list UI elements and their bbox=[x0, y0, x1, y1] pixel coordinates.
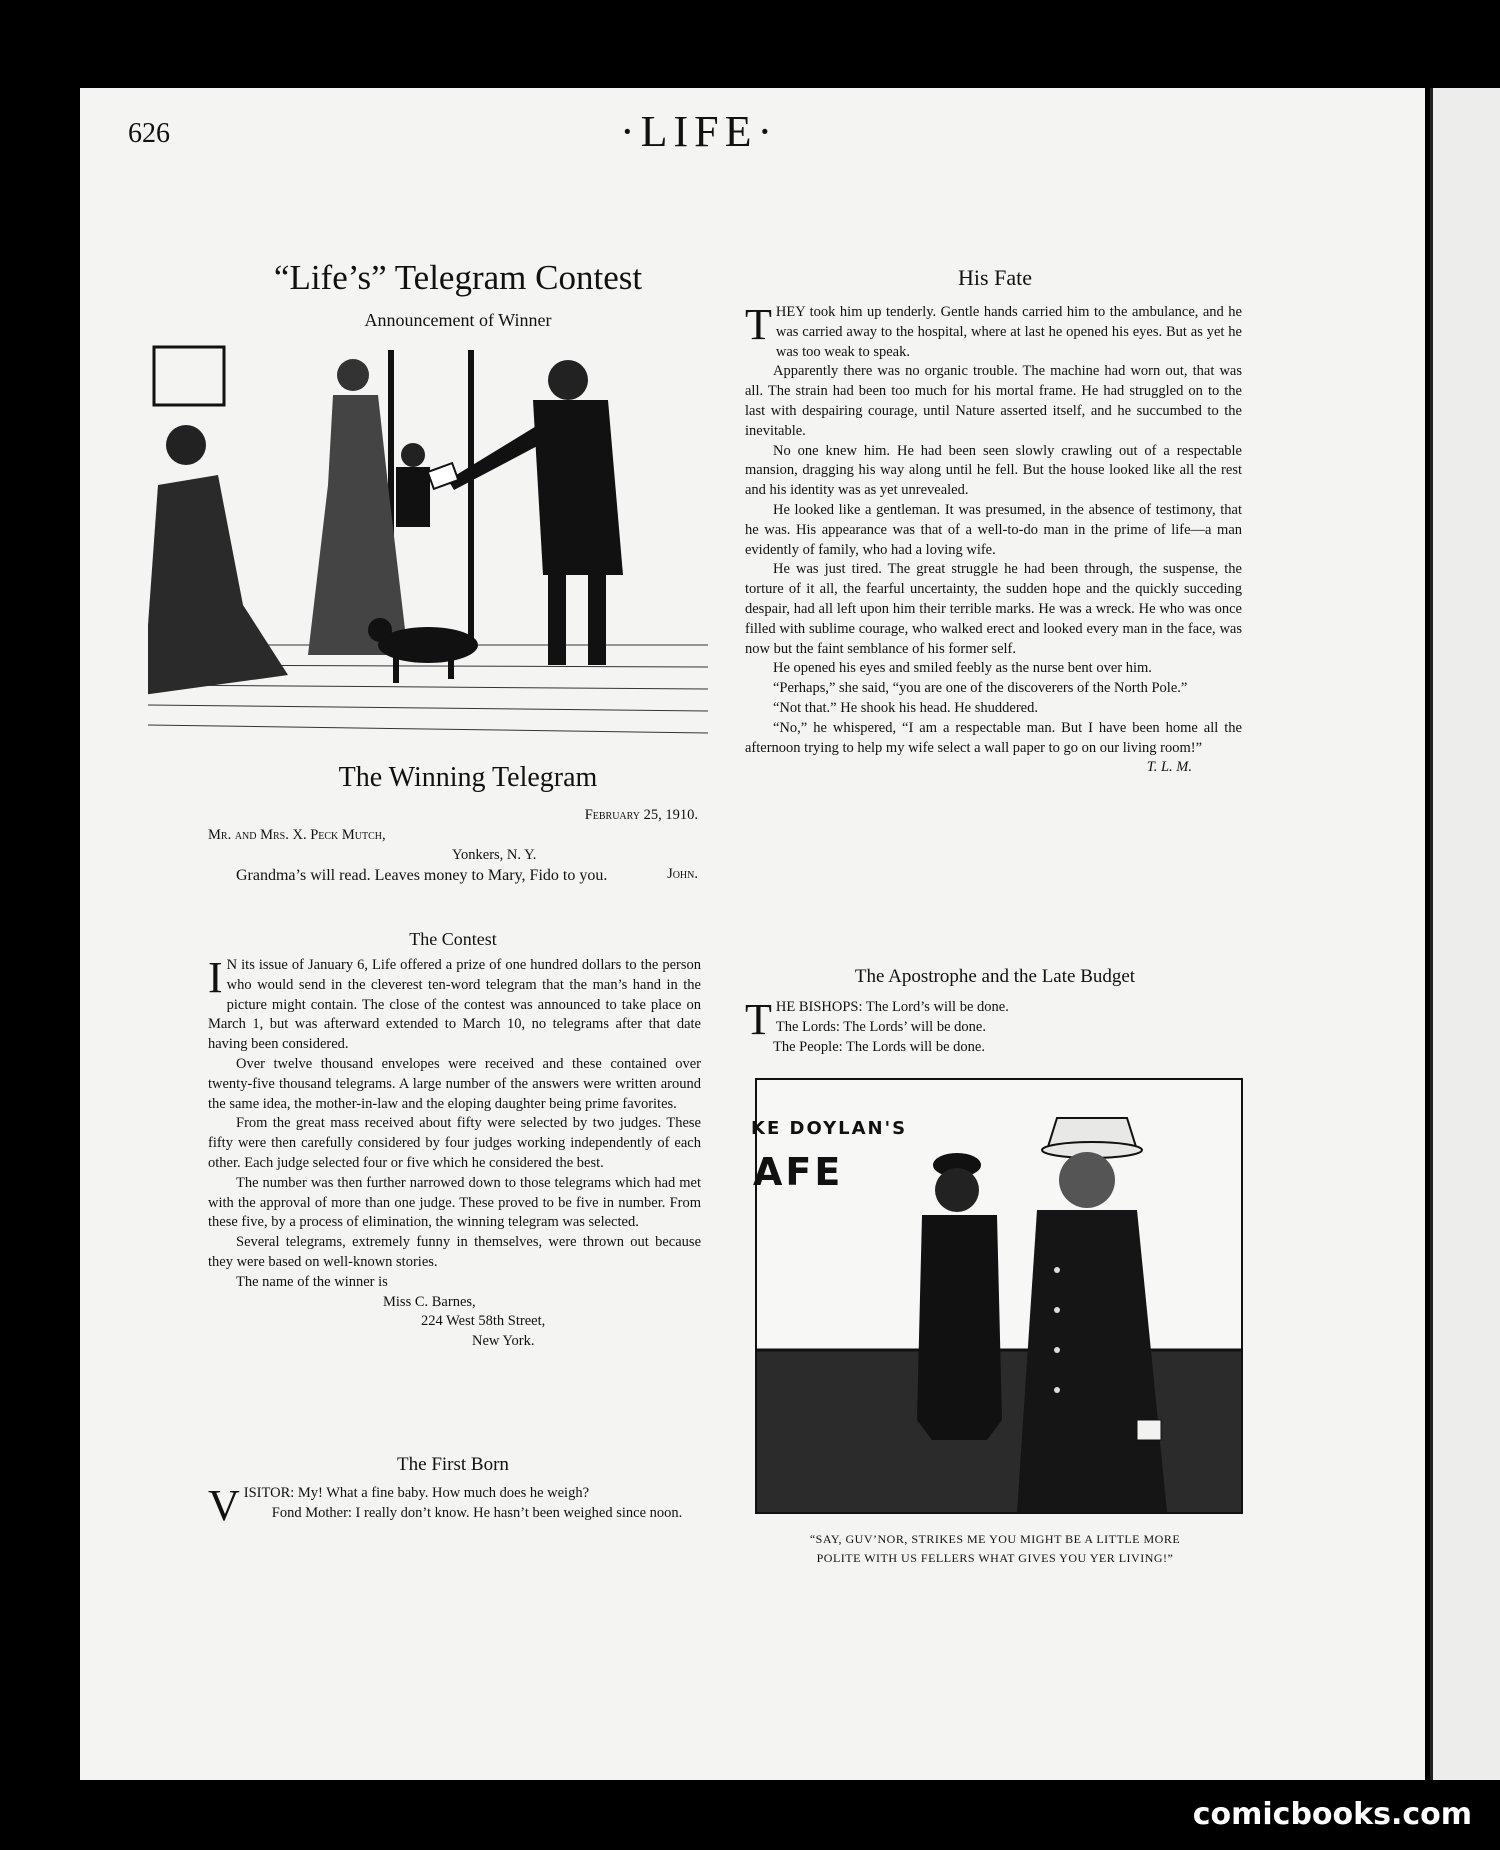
first-born-heading: The First Born bbox=[397, 1454, 509, 1475]
winning-telegram-heading: The Winning Telegram bbox=[338, 762, 598, 793]
masthead: ·LIFE· bbox=[620, 107, 779, 156]
fate-paragraph: He looked like a gentleman. It was presumed, in the absence of testimony, that he was. His appearance was that of a well-to-do man in the prime of life—a man evidently of family, who had a loving wife. bbox=[745, 501, 1242, 558]
apostrophe-line: THE BISHOPS: The Lord’s will be done. bbox=[745, 995, 1009, 1044]
contest-paragraph: I N its issue of January 6, Life offered a prize of one hundred dollars to the person who would send in the cleverest ten-word telegram that the man’s hand in the picture might contain. The close of the contest was announced to take place on March 1, but was afterward extended to March 10, no telegrams after that date having been considered. bbox=[208, 953, 701, 1053]
contest-article bbox=[208, 953, 701, 1352]
apostrophe-article bbox=[745, 995, 1242, 1058]
first-born-paragraph: Fond Mother: I really don’t know. He hasn’t been weighed since noon. bbox=[271, 1504, 683, 1521]
telegram-block bbox=[208, 806, 698, 885]
facing-page-edge bbox=[1430, 88, 1500, 1780]
contest-paragraph: Several telegrams, extremely funny in themselves, were thrown out because they were based on well-known stories. bbox=[208, 1234, 701, 1270]
telegram-illustration bbox=[148, 345, 708, 745]
fate-paragraph: “Perhaps,” she said, “you are one of the discoverers of the North Pole.” bbox=[773, 680, 1188, 697]
caption-line: POLITE WITH US FELLERS WHAT GIVES YOU YER LIVING!” bbox=[816, 1551, 1174, 1565]
contest-subtitle: Announcement of Winner bbox=[364, 310, 552, 330]
sign-line-1: KE DOYLAN'S bbox=[751, 1118, 908, 1139]
contest-title: “Life’s” Telegram Contest bbox=[273, 258, 643, 297]
apostrophe-heading: The Apostrophe and the Late Budget bbox=[854, 966, 1136, 987]
his-fate-heading: His Fate bbox=[958, 265, 1032, 290]
contest-paragraph: Over twelve thousand envelopes were received and these contained over twenty-five thousand telegrams. A large number of the answers were written around the same idea, the mother-in-law and the eloping daughter being prime favorites. bbox=[208, 1055, 701, 1112]
contest-paragraph: The number was then further narrowed down to those telegrams which had met with the approval of more than one judge. These proved to be five in number. From these five, by a process of elimination, the winning telegram was selected. bbox=[208, 1174, 701, 1231]
fate-paragraph: No one knew him. He had been seen slowly crawling out of a respectable mansion, dragging his way along until he fell. But the house looked like all the rest and his identity was as yet unrevealed. bbox=[745, 442, 1242, 499]
page-number: 626 bbox=[128, 118, 170, 149]
first-born-paragraph: VISITOR: My! What a fine baby. How much does he weigh? bbox=[208, 1481, 590, 1530]
dropcap: T bbox=[745, 995, 772, 1044]
fate-paragraph: “No,” he whispered, “I am a respectable man. But I have been home all the afternoon trying to help my wife select a wall paper to go on our living room!” bbox=[745, 719, 1242, 756]
winner-street: 224 West 58th Street, bbox=[421, 1313, 546, 1330]
telegram-date: February 25, 1910. bbox=[584, 807, 698, 823]
sign-line-2: AFE bbox=[753, 1150, 844, 1194]
telegram-city: Yonkers, N. Y. bbox=[452, 846, 537, 863]
telegram-signature: John. bbox=[667, 866, 698, 883]
first-born-article bbox=[208, 1481, 701, 1530]
telegram-recipient: Mr. and Mrs. X. Peck Mutch, bbox=[208, 826, 386, 843]
winner-name: Miss C. Barnes, bbox=[383, 1293, 476, 1310]
contest-paragraph: From the great mass received about fifty were selected by two judges. These fifty were then carefully considered by four judges working independently of each other. Each judge selected four or five which he considered the best. bbox=[208, 1115, 701, 1171]
cafe-illustration bbox=[751, 1078, 1243, 1514]
telegram-body: Grandma’s will read. Leaves money to Mary, Fido to you. bbox=[236, 867, 608, 885]
cafe-caption bbox=[735, 1530, 1255, 1568]
winner-city: New York. bbox=[472, 1333, 535, 1350]
contest-paragraph: The name of the winner is bbox=[236, 1273, 388, 1290]
fate-paragraph: “Not that.” He shook his head. He shuddered. bbox=[773, 699, 1038, 716]
dropcap: V bbox=[208, 1481, 240, 1530]
fate-paragraph: He opened his eyes and smiled feebly as the nurse bent over him. bbox=[773, 660, 1152, 677]
contest-heading: The Contest bbox=[409, 929, 497, 949]
caption-line: “SAY, GUV’NOR, STRIKES ME YOU MIGHT BE A LITTLE MORE bbox=[809, 1532, 1181, 1546]
dropcap: I bbox=[208, 953, 223, 1002]
his-fate-article bbox=[745, 300, 1242, 778]
fate-signature: T. L. M. bbox=[1146, 759, 1192, 776]
fate-paragraph: Apparently there was no organic trouble. The machine had worn out, that was all. The strain had been too much for his mortal frame. He had struggled on to the last with despairing courage, until Nature asserted itself, and he succumbed to the inevitable. bbox=[745, 363, 1242, 439]
apostrophe-line: The People: The Lords will be done. bbox=[773, 1039, 985, 1055]
dropcap: T bbox=[745, 300, 772, 349]
watermark: comicbooks.com bbox=[1192, 1797, 1472, 1832]
fate-paragraph: THEY took him up tenderly. Gentle hands carried him to the ambulance, and he was carried away to the hospital, where at last he opened his eyes. But as yet he was too weak to speak. bbox=[745, 300, 1242, 360]
fate-paragraph: He was just tired. The great struggle he had been through, the suspense, the torture of it all, the fearful uncertainty, the sudden hope and the quickly succeding despair, had all left upon him their terrible marks. He was a wreck. He who was once filled with sublime courage, who walked erect and looked every man in the face, was now but the faint semblance of his former self. bbox=[745, 561, 1242, 657]
apostrophe-line: The Lords: The Lords’ will be done. bbox=[775, 1018, 986, 1035]
